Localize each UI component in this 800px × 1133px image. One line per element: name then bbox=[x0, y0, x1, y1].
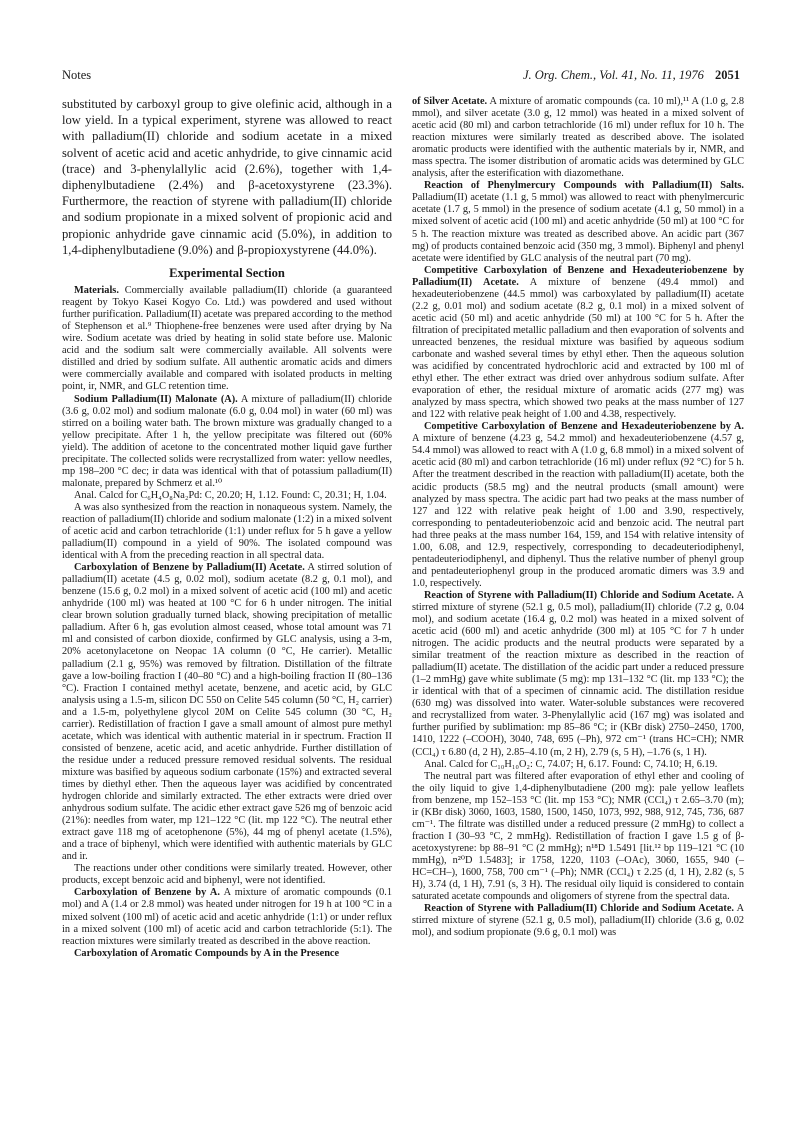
intro-paragraph: substituted by carboxyl group to give olefinic acid, although in a low yield. In a typical experiment, styrene was allowed to react with palladium(II) chloride and sodium acetate in a mixed solvent of acetic acid and acetic anhydride, to give cinnamic acid (trace) and 3-phenylallylic acid (2.6%), together with 1,4-diphenylbutadiene (2.4%) and β-acetoxystyrene (23.3%). Furthermore, the reaction of styrene with palladium(II) chloride and sodium propionate in a mixed solvent of propionic acid and propionic anhydride gave cinnamic acid (5.0%), in addition to 1,4-diphenylbutadiene (9.0%) and β-propioxystyrene (44.0%). bbox=[62, 97, 392, 257]
styrene-acetate-text: A stirred mixture of styrene (52.1 g, 0.5 mol), palladium(II) chloride (7.2 g, 0.04 mol), and sodium acetate (16.4 g, 0.2 mol) was heated in a mixed solvent of acetic acid (600 ml) and acetic anhydride (300 ml) at 105 °C for 7 h under nitrogen. The acidic products and the neutral products were separated by a similar treatment of the reaction mixture as described in the reaction of palladium(II) acetate. The distillation of the acidic part under a reduced pressure (1–2 mmHg) gave white sublimate (5 mg): mp 131–132 °C (lit. mp 133 °C); the ir identical with that of a specimen of cinnamic acid. The distillation residue (630 mg) was dissolved into water. Water-soluble substances were recovered and recrystallized from water. 3-Phenylallylic acid (167 mg) was isolated and further purified by sublimation: mp 85–86 °C; ir (KBr disk) 2750–2450, 1700, 1410, 1222 (–COOH), 3040, 748, 695 (–Ph), 972 cm⁻¹ (trans HC=CH); NMR (CCl₄) τ 6.80 (d, 2 H), 2.85–4.10 (m, 2 H), 2.79 (s, 5 H), –1.76 (s, 1 H). bbox=[412, 589, 744, 758]
materials-heading: Materials. bbox=[74, 285, 119, 297]
silver-acetate-paragraph bbox=[412, 96, 744, 180]
header-section-label: Notes bbox=[62, 68, 92, 82]
other-conditions-paragraph: The reactions under other conditions were similarly treated. However, other products, except benzoic acid and biphenyl, were not identified. bbox=[62, 863, 392, 887]
section-title: Experimental Section bbox=[169, 266, 285, 281]
carboxylation-acetate-text: A stirred solution of palladium(II) acetate (4.5 g, 0.02 mol), sodium acetate (8.2 g, 0.1 mol), and benzene (15.6 g, 0.2 mol) in a mixed solvent of acetic acid (100 ml) and acetic anhydride (100 ml) was heated at 100 °C for 6 h under nitrogen. The initial clear brown solution gradually turned black, showing precipitation of metallic palladium. After 6 h, gas evolution almost ceased, whose total amount was 71 ml and consisted of carbon dioxide, confirmed by GLC analysis, using a 3-m, 20% acetonylacetone on Neopac 1A column (0 °C, He carrier). Metallic palladium (2.1 g, 95%) was removed by filtration. Distillation of the filtrate gave a low-boiling fraction I (40–80 °C) and a high-boiling fraction II (80–136 °C). Fraction I contained methyl acetate, benzene, and acetic acid, by GLC analysis using a 1.5-m, silicon DC 550 on Celite 545 column (50 °C, H₂ carrier) and a 1.5-m, polyethylene glycol 20M on Celite 545 column (30 °C, H₂ carrier). Redistillation of fraction I gave a small amount of almost pure methyl acetate, which was identical with authentic material in ir spectrum. Fraction II consisted of benzene, acetic acid, and acetic anhydride. Further distillation of the residue under a reduced pressure removed residual solvents. The residual mixture was basified by aqueous sodium carbonate (15%) and extracted several times by diethyl ether. Then the aqueous layer was acidified by concentrated hydrogen chloride and similarly extracted. The ether extracts were dried over anhydrous sodium sulfate. The acidic ether extract gave 526 mg of benzoic acid (21%): needles from water, mp 121–122 °C (lit. mp 122 °C). The neutral ether extract gave 118 mg of acetophenone (5%), 44 mg of phenyl acetate (1.5%), and a trace of biphenyl, which were identified with authentic materials by GLC and ir. bbox=[62, 562, 393, 863]
competitive-a-paragraph bbox=[412, 421, 744, 590]
styrene-propionate-paragraph bbox=[412, 903, 744, 939]
analysis-a: Anal. Calcd for C₆H₄O₈Na₂Pd: C, 20.20; H, 1.12. Found: C, 20.31; H, 1.04. bbox=[74, 489, 387, 501]
carboxylation-acetate-paragraph bbox=[62, 562, 392, 863]
neutral-part-paragraph: The neutral part was filtered after evaporation of ethyl ether and cooling of the oily liquid to give 1,4-diphenylbutadiene (200 mg): pale yellow leaflets from benzene, mp 152–153 °C (lit. mp 153 °C); NMR (CCl₄) τ 2.65–3.70 (m); ir (KBr disk) 3060, 1603, 1580, 1500, 1450, 1073, 992, 988, 912, 745, 736, 687 cm⁻¹. The filtrate was distilled under a reduced pressure (2 mmHg) to collect a fraction I (30–93 °C, 2 mmHg). Redistillation of fraction I gave 1.5 g of β-acetoxystyrene: bp 88–91 °C (2 mmHg); n¹⁸D 1.5491 [lit.¹² bp 119–121 °C (10 mmHg), n²⁰D 1.5483]; ir 1758, 1220, 1103 (–OAc), 3060, 1655, 940 (–HC=CH–), 1600, 758, 700 cm⁻¹ (–Ph); NMR (CCl₄) τ 2.25 (d, 1 H), 2.82 (s, 5 H), 3.74 (d, 1 H), 7.91 (s, 3 H). The residual oily liquid is considered to contain saturated acetate compounds and oligomers of styrene from the spectral data. bbox=[412, 770, 744, 903]
analysis-c: Anal. Calcd for C₁₀H₁₀O₂: C, 74.07; H, 6.17. Found: C, 74.10; H, 6.19. bbox=[424, 758, 718, 770]
carboxylation-aromatic-paragraph bbox=[62, 948, 392, 960]
silver-acetate-text: A mixture of aromatic compounds (ca. 10 ml),¹¹ A (1.0 g, 2.8 mmol), and silver acetate (3.0 g, 12 mmol) was heated in a mixed solvent of acetic acid (80 ml) and carbon tetrachloride (16 ml) under reflux for 10 h. The reaction mixtures were similarly treated as described above. The isolated aromatic products were identified with the authentic materials by ir, NMR, and mass spectra. The isomer distribution of aromatic acids was determined by GLC analysis, after the esterification with diazomethane. bbox=[412, 96, 745, 180]
styrene-acetate-paragraph bbox=[412, 590, 744, 759]
carboxylation-a-text: A mixture of aromatic compounds (0.1 mol) and A (1.4 or 2.8 mmol) was heated under nitrogen for 19 h at 100 °C in a mixed solvent (100 ml) of acetic acid and acetic anhydride (1:1) or under reflux in a mixed solvent (100 ml) of acetic acid and carbon tetrachloride (5:1). The reaction mixtures were similarly treated as described in the above reaction. bbox=[62, 887, 393, 947]
malonate-heading: Sodium Palladium(II) Malonate (A). bbox=[74, 393, 238, 405]
phenylmercury-text: Palladium(II) acetate (1.1 g, 5 mmol) was allowed to react with phenylmercuric acetate (1.7 g, 5 mmol) in the presence of sodium acetate (4.1 g, 50 mmol) in a mixed solvent of acetic acid (100 ml) and acetic anhydride (50 ml) at 100 °C for 5 h. The reaction mixture was treated as described above. An acidic part (367 mg) of products contained benzoic acid (350 mg, 3 mmol). Biphenyl and phenyl acetate were identified by GLC analysis of the neutral part (70 mg). bbox=[412, 192, 744, 264]
right-column bbox=[412, 96, 744, 939]
competitive-acetate-heading: Competitive Carboxylation of Benzene and Hexadeuteriobenzene by Palladium(II) Acetate. bbox=[412, 264, 744, 288]
malonate-paragraph bbox=[62, 394, 392, 490]
competitive-acetate-paragraph bbox=[412, 265, 744, 422]
styrene-acetate-heading: Reaction of Styrene with Palladium(II) Chloride and Sodium Acetate. bbox=[424, 589, 734, 601]
header-page-number: 2051 bbox=[715, 68, 740, 82]
competitive-a-heading: Competitive Carboxylation of Benzene and Hexadeuteriobenzene by A. bbox=[424, 421, 744, 433]
carboxylation-acetate-heading: Carboxylation of Benzene by Palladium(II) Acetate. bbox=[74, 562, 305, 574]
malonate-text: A mixture of palladium(II) chloride (3.6 g, 0.02 mol) and sodium malonate (6.0 g, 0.04 mol) in water (60 ml) was stirred on a boiling water bath. The brown mixture was gradually changed to a yellow precipitate. After 1 h, the yellow precipitate was filtered out (60% yield). The addition of acetone to the concentrated mother liquid gave further precipitate. The collected solids were recrystallized from water: yellow needles, mp 198–200 °C dec; ir data was identical with that of potassium palladium(II) malonate, prepared by Schmerz et al.¹⁰ bbox=[62, 393, 392, 489]
materials-text: Commercially available palladium(II) chloride (a guaranteed reagent by Tokyo Kasei Kogyo Co. Ltd.) was powdered and used without further purification. Palladium(II) acetate was prepared according to the method of Stephenson et al.⁹ Thiophene-free benzenes were used after drying by Na wire. Sodium acetate was dried by heating in solid state before use. Malonic acid and the sodium salt were commercially available. All solvents were distilled and dried by sodium sulfate. All authentic aromatic acids and dimers were commercially available and compared with isolated products in melting point, ir, NMR, and GLC retention time. bbox=[62, 285, 392, 393]
competitive-acetate-text: A mixture of benzene (49.4 mmol) and hexadeuteriobenzene (44.5 mmol) was carboxylated by palladium(II) acetate (2.2 g, 0.01 mol) and sodium acetate (8.2 g, 0.1 mol) in a mixed solvent of acetic acid (50 ml) and acetic anhydride (50 ml) at 100 °C for 5 h. After the filtration of precipitated metallic palladium and then evaporation of solvents and unreacted benzenes, the residual mixture was basified by aqueous sodium carbonate and washed several times by ethyl ether. Then the aqueous solution was acidified by concentrated hydrochloric acid and extracted by 100 ml of ethyl ether. The ether extract was dried over anhydrous sodium sulfate. After evaporation of ether, the residual mixture of aromatic acids (277 mg) was analyzed by mass spectra, which showed two peaks at the mass number of 127 and 122 with relative peak height of 1.00 and 4.38, respectively. bbox=[412, 276, 744, 421]
left-column bbox=[62, 96, 392, 960]
competitive-a-text: A mixture of benzene (4.23 g, 54.2 mmol) and hexadeuteriobenzene (4.57 g, 54.4 mmol) was allowed to react with A (1.0 g, 6.8 mmol) in a mixed solvent of acetic acid (80 ml) and carbon tetrachloride (16 ml) under reflux (92 °C) for 5 h. After the treatment described in the reaction with palladium(II) acetate, both the acidic products (58.5 mg) and the neutral products (small amount) were analyzed by mass spectra. The acidic part had two peaks at the mass number of 127 and 122 with relative peak height of 1.00 and 3.90, respectively, corresponding to pentadeuteriobenzoic acid and benzoic acid. The neutral part had three peaks at the mass number 164, 159, and 154 with relative intensity of 1.00, 6.08, and 12.9, respectively, corresponding to decadeuteriodiphenyl, pentadeuteriodiphenyl, and diphenyl. Thus the relative number of phenyl group and pentadeuteriophenyl group in the produced aromatic dimers was 3.9 and 1.0, respectively. bbox=[412, 433, 744, 589]
carboxylation-aromatic-heading: Carboxylation of Aromatic Compounds by A in the Presence bbox=[74, 947, 340, 959]
header-journal-info bbox=[523, 68, 740, 83]
nonaqueous-paragraph: A was also synthesized from the reaction in nonaqueous system. Namely, the reaction of palladium(II) chloride and sodium malonate (1:2) in a mixed solvent of acetic acid and carbon tetrachloride (1:1) under reflux for 5 h gave a yellow palladium(II) compound in a yield of 90%. The isolated compound was identical with A from the preceding reaction in all spectral data. bbox=[62, 501, 392, 562]
styrene-propionate-heading: Reaction of Styrene with Palladium(II) Chloride and Sodium Acetate. bbox=[424, 903, 734, 915]
running-header bbox=[62, 68, 740, 88]
carboxylation-a-paragraph bbox=[62, 887, 392, 947]
silver-acetate-heading: of Silver Acetate. bbox=[412, 96, 488, 107]
materials-paragraph bbox=[62, 285, 392, 393]
styrene-propionate-text: A stirred mixture of styrene (52.1 g, 0.5 mol), palladium(II) chloride (3.6 g, 0.02 mol), and sodium propionate (9.6 g, 0.1 mol) was bbox=[412, 903, 744, 939]
carboxylation-a-heading: Carboxylation of Benzene by A. bbox=[74, 887, 220, 899]
header-journal-citation: J. Org. Chem., Vol. 41, No. 11, 1976 bbox=[522, 68, 704, 82]
phenylmercury-paragraph bbox=[412, 180, 744, 264]
phenylmercury-heading: Reaction of Phenylmercury Compounds with Palladium(II) Salts. bbox=[424, 180, 744, 192]
